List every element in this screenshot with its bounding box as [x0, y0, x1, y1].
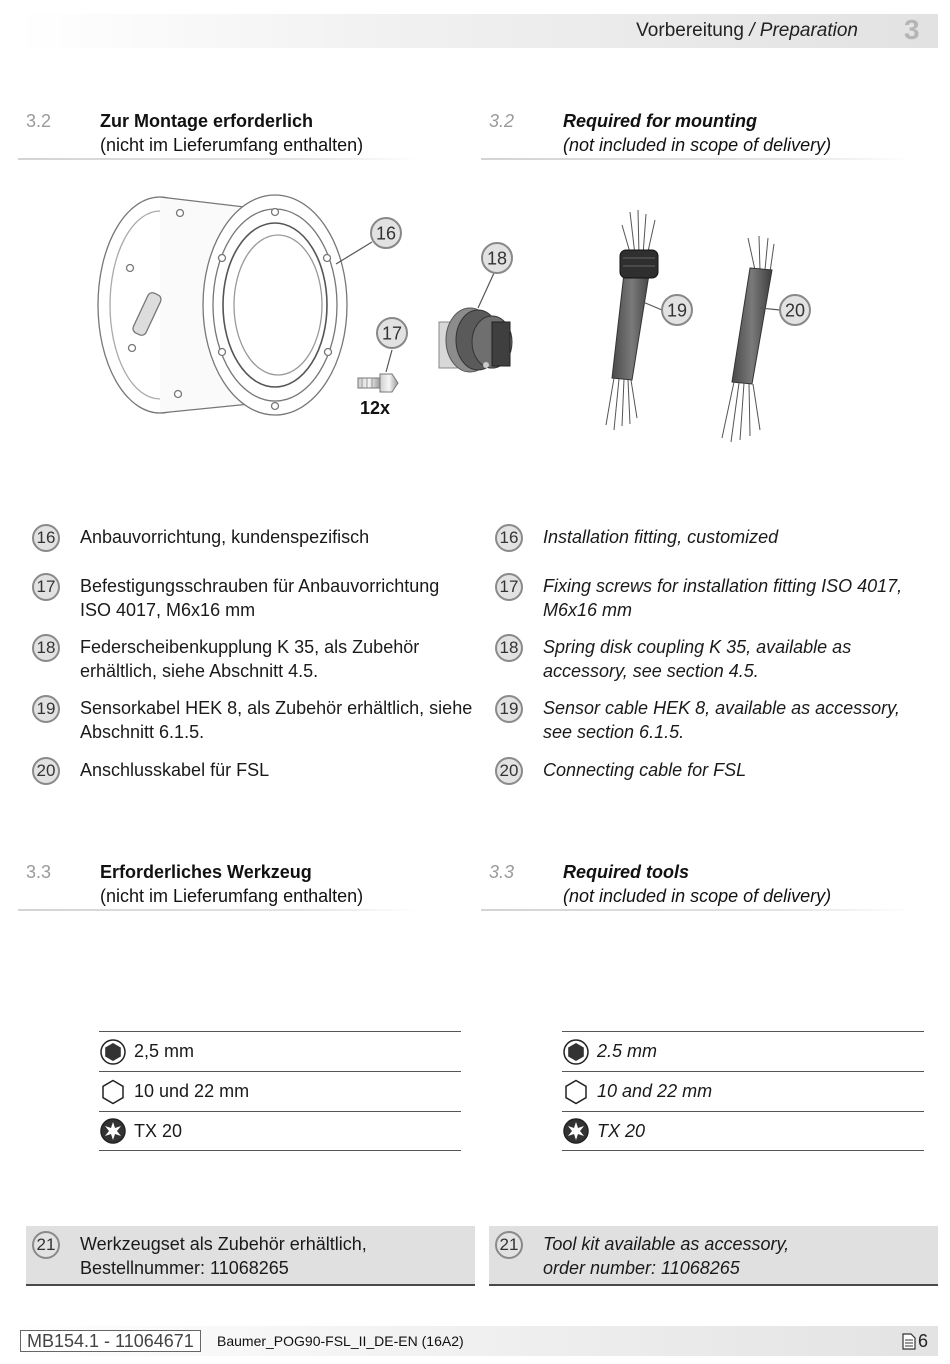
screw-quantity-label: 12x — [360, 398, 391, 418]
legend-de-badge-16: 16 — [32, 524, 60, 552]
section-subtitle-de: (nicht im Lieferumfang enthalten) — [100, 135, 364, 155]
callout-17-label: 17 — [381, 323, 403, 344]
callout-16-label: 16 — [375, 223, 397, 244]
hex-key-icon — [100, 1039, 126, 1065]
callout-16 — [371, 218, 401, 248]
chapter-number: 3 — [904, 14, 920, 45]
accessory-line1-de: Werkzeugset als Zubehör erhältlich, — [80, 1234, 367, 1254]
tool-row — [99, 1071, 461, 1111]
tool-label: TX 20 — [597, 1120, 646, 1141]
legend-en-badge-18: 18 — [495, 634, 523, 662]
spring-disk-coupling-drawing — [439, 308, 512, 372]
section-33-number-de: 3.3 — [26, 862, 52, 882]
page-number — [902, 1331, 928, 1352]
legend-de-badge-18: 18 — [32, 634, 60, 662]
callout-20-label: 20 — [784, 300, 806, 321]
callout-18 — [482, 243, 512, 273]
section-33-title-en: Required tools — [563, 862, 690, 882]
fixing-screw-drawing — [358, 374, 398, 392]
legend-de-badge-20: 20 — [32, 757, 60, 785]
tools-table-de — [99, 1031, 461, 1151]
hex-wrench-icon — [563, 1079, 589, 1105]
header-title-en: Preparation — [759, 20, 858, 41]
legend-en-badge-16: 16 — [495, 524, 523, 552]
legend-en-item-16: Installation fitting, customized — [543, 527, 779, 547]
accessory-box-en — [489, 1226, 938, 1286]
callout-leaders — [336, 242, 780, 372]
section-subtitle-en: (not included in scope of delivery) — [563, 135, 832, 155]
doc-file-name: Baumer_POG90-FSL_II_DE-EN (16A2) — [217, 1333, 464, 1349]
section-33-rule-de — [18, 909, 418, 911]
callout-19-label: 19 — [666, 300, 688, 321]
section-title-en: Required for mounting — [563, 111, 757, 131]
section-number-en: 3.2 — [489, 111, 515, 131]
tool-label: 2,5 mm — [134, 1041, 195, 1061]
torx-icon — [563, 1118, 589, 1144]
legend-en-item-19: Sensor cable HEK 8, available as accessory, see section 6.1.5. — [543, 698, 900, 742]
doc-number: MB154.1 - 11064671 — [20, 1330, 201, 1352]
tool-row — [562, 1071, 924, 1111]
tool-label: 10 und 22 mm — [134, 1081, 250, 1101]
hex-wrench-icon — [100, 1079, 126, 1105]
section-33-subtitle-de: (nicht im Lieferumfang enthalten) — [100, 886, 364, 906]
legend-en-badge-17: 17 — [495, 573, 523, 601]
legend-de-item-17: Befestigungsschrauben für Anbauvorrichtung ISO 4017, M6x16 mm — [80, 576, 440, 620]
legend-en-badge-19: 19 — [495, 695, 523, 723]
accessory-line2-de: Bestellnummer: 11068265 — [80, 1258, 289, 1278]
section-rule-de — [18, 158, 418, 160]
tool-label: 10 and 22 mm — [597, 1081, 713, 1101]
mounting-parts-figure — [0, 180, 950, 470]
legend-de-badge-17: 17 — [32, 573, 60, 601]
callout-20 — [780, 295, 810, 325]
section-33-title-de: Erforderliches Werkzeug — [100, 862, 312, 882]
hex-key-icon — [563, 1039, 589, 1065]
callout-17 — [377, 318, 407, 348]
connecting-cable-drawing — [722, 236, 774, 442]
legend-de-item-19: Sensorkabel HEK 8, als Zubehör erhältlich, siehe Abschnitt 6.1.5. — [80, 698, 473, 742]
legend-en-item-17: Fixing screws for installation fitting ISO 4017, M6x16 mm — [543, 576, 903, 620]
legend-de-item-18: Federscheibenkupplung K 35, als Zubehör erhältlich, siehe Abschnitt 4.5. — [80, 637, 420, 681]
header-title-de: Vorbereitung — [636, 20, 744, 41]
accessory-line2-en: order number: 11068265 — [543, 1258, 740, 1278]
document-icon — [902, 1333, 916, 1350]
tool-row — [562, 1031, 924, 1071]
header-title — [636, 20, 858, 42]
section-33-rule-en — [481, 909, 911, 911]
accessory-line1-en: Tool kit available as accessory, — [543, 1234, 790, 1254]
accessory-box-de — [26, 1226, 475, 1286]
tool-row — [99, 1031, 461, 1071]
tool-label: 2.5 mm — [597, 1041, 658, 1061]
tool-row — [562, 1111, 924, 1151]
legend-en-item-20: Connecting cable for FSL — [543, 760, 747, 780]
tools-table-en — [562, 1031, 924, 1151]
legend-en-badge-20: 20 — [495, 757, 523, 785]
section-title-de: Zur Montage erforderlich — [100, 111, 314, 131]
accessory-badge-de: 21 — [32, 1231, 60, 1259]
section-33-subtitle-en: (not included in scope of delivery) — [563, 886, 832, 906]
tool-label: TX 20 — [134, 1120, 183, 1141]
torx-icon — [100, 1118, 126, 1144]
page-number-value: 6 — [918, 1331, 929, 1351]
section-number-de: 3.2 — [26, 111, 52, 131]
legend-en-item-18: Spring disk coupling K 35, available as accessory, see section 4.5. — [543, 637, 852, 681]
legend-de-item-16: Anbauvorrichtung, kundenspezifisch — [80, 527, 370, 547]
section-33-number-en: 3.3 — [489, 862, 515, 882]
legend-de-item-20: Anschlusskabel für FSL — [80, 760, 270, 780]
tool-row — [99, 1111, 461, 1151]
installation-fitting-drawing — [98, 195, 347, 415]
accessory-badge-en: 21 — [495, 1231, 523, 1259]
callout-19 — [662, 295, 692, 325]
callout-18-label: 18 — [486, 248, 508, 269]
sensor-cable-drawing — [606, 210, 658, 430]
legend-de-badge-19: 19 — [32, 695, 60, 723]
section-rule-en — [481, 158, 911, 160]
header-separator: / — [743, 20, 760, 41]
